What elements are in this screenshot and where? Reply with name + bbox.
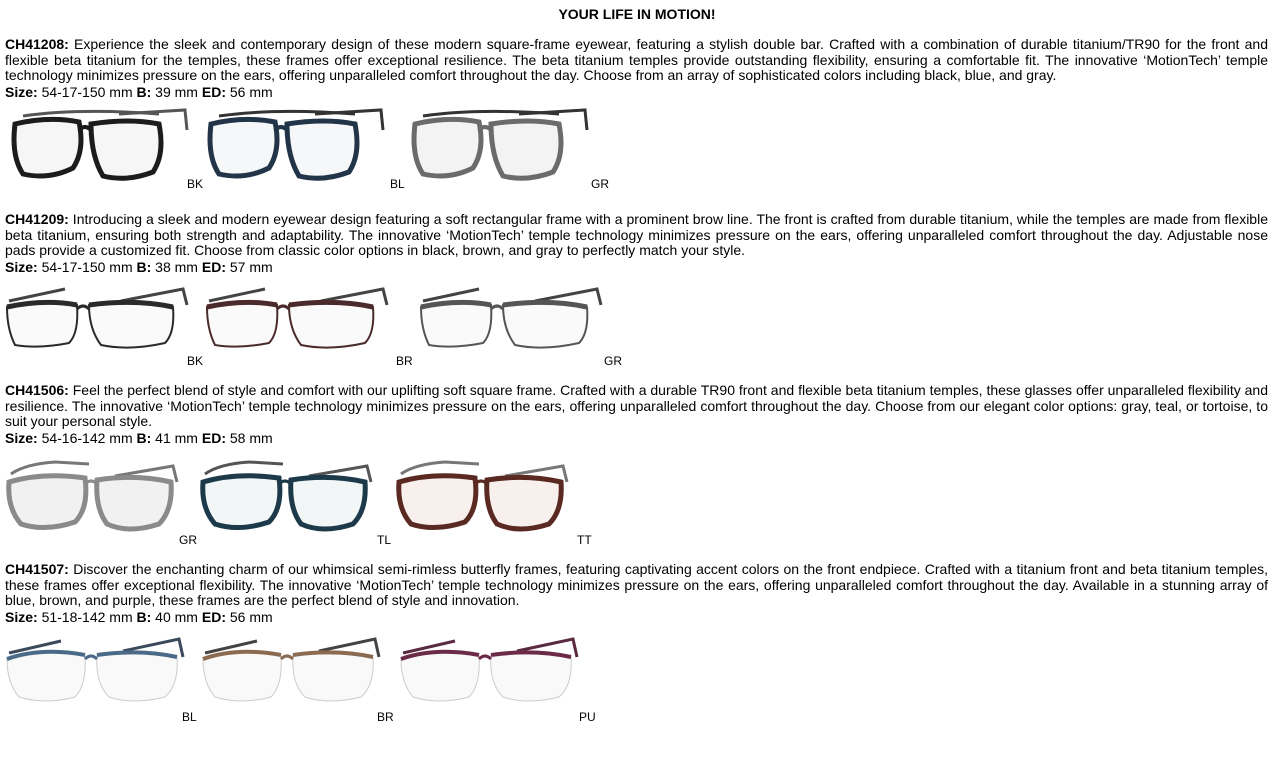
eyeglasses-icon [205, 281, 391, 351]
eyeglasses-image-bk [9, 106, 191, 182]
product-ch41209 [5, 212, 1268, 371]
eyeglasses-image-gr [5, 452, 181, 532]
eyeglasses-icon [205, 106, 387, 182]
eyeglasses-icon [419, 281, 605, 351]
eyeglasses-icon [9, 106, 191, 182]
eyeglasses-icon [399, 631, 581, 707]
model-number: CH41506: [5, 382, 69, 398]
color-code: BL [182, 709, 197, 724]
color-code: GR [591, 176, 609, 191]
eyeglasses-icon [5, 631, 187, 707]
model-number: CH41208: [5, 36, 69, 52]
product-size: Size: 51-18-142 mm B: 40 mm ED: 56 mm [5, 608, 273, 625]
eyeglasses-image-bl [205, 106, 387, 182]
color-code: BL [390, 176, 405, 191]
eyeglasses-image-tl [199, 452, 375, 532]
eyeglasses-icon [5, 281, 191, 351]
color-code: BR [377, 709, 394, 724]
color-code: GR [604, 353, 622, 368]
color-variants [5, 452, 1268, 547]
color-code: TL [377, 532, 392, 547]
eyeglasses-image-bl [5, 631, 187, 707]
model-number: CH41507: [5, 561, 69, 577]
page-title: YOUR LIFE IN MOTION! [558, 6, 716, 22]
eyeglasses-image-br [201, 631, 383, 707]
color-code: BK [187, 353, 204, 368]
color-code: BR [396, 353, 413, 368]
eyeglasses-icon [5, 452, 181, 532]
product-description: CH41208: Experience the sleek and contemporary design of these modern square-frame eyewear, featuring a stylish double bar. Crafted with a combination of durable titanium/TR90 for the front and flexible beta titanium for the temples, these frames offer exceptional resilience. The beta titanium temples provide outstanding flexibility, ensuring a comfortable fit. The innovative ‘MotionTech’ temple technology minimizes pressure on the ears, offering unparalleled comfort throughout the day. Choose from an array of sophisticated colors including black, blue, and gray. [5, 36, 1268, 83]
product-size: Size: 54-16-142 mm B: 41 mm ED: 58 mm [5, 429, 273, 446]
product-description: CH41507: Discover the enchanting charm of our whimsical semi-rimless butterfly frames, featuring captivating accent colors on the front endpiece. Crafted with a titanium front and beta titanium temples, these frames offer exceptional flexibility. The innovative ‘MotionTech’ temple technology minimizes pressure on the ears, offering unparalleled comfort throughout the day. Available in a stunning array of blue, brown, and purple, these frames are the perfect blend of style and innovation. [5, 561, 1268, 608]
eyeglasses-image-bk [5, 281, 191, 351]
eyeglasses-icon [409, 106, 591, 182]
eyeglasses-icon [395, 452, 571, 532]
color-code: BK [187, 176, 204, 191]
color-variants [5, 106, 1268, 196]
product-ch41507 [5, 561, 1268, 724]
product-ch41208 [5, 37, 1268, 196]
color-code: TT [577, 532, 592, 547]
product-description: CH41209: Introducing a sleek and modern eyewear design featuring a soft rectangular frame with a prominent brow line. The front is crafted from durable titanium, while the temples are made from flexible beta titanium, ensuring both strength and adaptability. The innovative ‘MotionTech’ temple technology minimizes pressure on the ears, offering unparalleled comfort throughout the day. Adjustable nose pads provide a customized fit. Choose from classic color options in black, brown, and gray to perfectly match your style. [5, 211, 1268, 258]
eyeglasses-image-pu [399, 631, 581, 707]
color-code: PU [579, 709, 596, 724]
eyeglasses-image-br [205, 281, 391, 351]
eyeglasses-image-tt [395, 452, 571, 532]
product-size: Size: 54-17-150 mm B: 39 mm ED: 56 mm [5, 83, 273, 100]
product-size: Size: 54-17-150 mm B: 38 mm ED: 57 mm [5, 258, 273, 275]
color-variants [5, 631, 1268, 724]
eyeglasses-icon [201, 631, 383, 707]
eyeglasses-image-gr [409, 106, 591, 182]
product-description: CH41506: Feel the perfect blend of style and comfort with our uplifting soft square frame. Crafted with a durable TR90 front and flexible beta titanium temples, these glasses offer unparalleled flexibility and resilience. The innovative ‘MotionTech’ temple technology minimizes pressure on the ears, offering unparalleled comfort throughout the day. Choose from our elegant color options: gray, teal, or tortoise, to suit your personal style. [5, 382, 1268, 429]
eyeglasses-icon [199, 452, 375, 532]
color-variants [5, 281, 1268, 371]
model-number: CH41209: [5, 211, 69, 227]
eyeglasses-image-gr [419, 281, 605, 351]
product-ch41506 [5, 382, 1268, 547]
color-code: GR [179, 532, 197, 547]
